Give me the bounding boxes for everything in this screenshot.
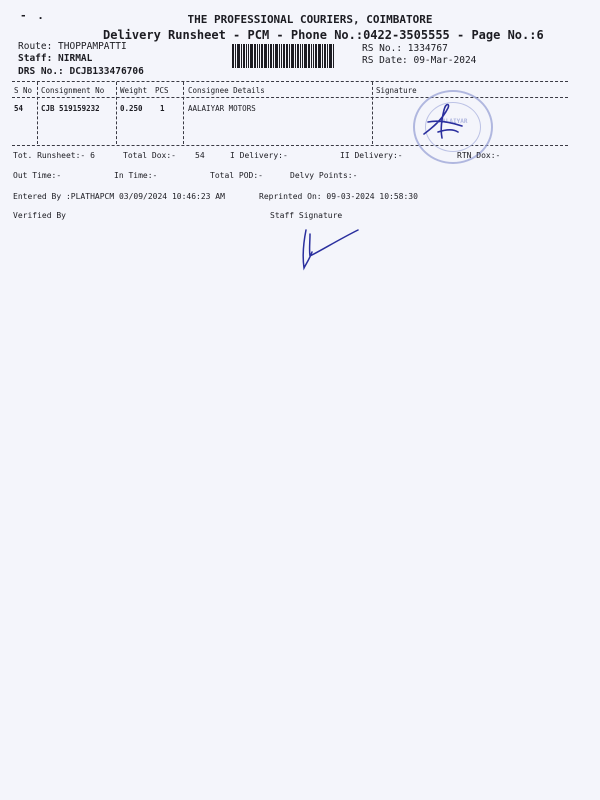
cell-consignee: AALAIYAR MOTORS bbox=[188, 104, 256, 113]
col-header-signature: Signature bbox=[376, 86, 417, 95]
entered-by: Entered By :PLATHAPCM 03/09/2024 10:46:23 AM bbox=[13, 192, 225, 201]
staff-field: Staff: NIRMAL bbox=[18, 53, 93, 64]
col-header-consignee: Consignee Details bbox=[188, 86, 265, 95]
col-header-sno: S No bbox=[14, 86, 33, 95]
out-time: Out Time:- bbox=[13, 171, 62, 180]
total-dox-value: 54 bbox=[195, 151, 205, 160]
drs-number: DRS No.: DCJB133476706 bbox=[18, 66, 144, 77]
rs-number: RS No.: 1334767 bbox=[362, 43, 448, 54]
staff-signature-label: Staff Signature bbox=[270, 211, 343, 220]
ii-delivery: II Delivery:- bbox=[340, 151, 403, 160]
rtn-dox: RTN Dox:- bbox=[457, 151, 501, 160]
cell-pcs: 1 bbox=[160, 104, 165, 113]
table-top-rule bbox=[12, 81, 568, 82]
tot-runsheet: Tot. Runsheet:- 6 bbox=[13, 151, 95, 160]
route-field: Route: THOPPAMPATTI bbox=[18, 41, 127, 52]
verified-by: Verified By bbox=[13, 211, 66, 220]
delvy-points: Delvy Points:- bbox=[290, 171, 358, 180]
cell-sno: 54 bbox=[14, 104, 24, 113]
barcode bbox=[232, 44, 356, 68]
company-name: THE PROFESSIONAL COURIERS, COIMBATORE bbox=[187, 13, 433, 26]
col-divider bbox=[372, 82, 373, 144]
runsheet-title: Delivery Runsheet - PCM - Phone No.:0422-3505555 - Page No.:6 bbox=[103, 28, 544, 42]
cell-weight: 0.250 bbox=[120, 104, 143, 113]
corner-mark: - . bbox=[20, 9, 46, 22]
i-delivery: I Delivery:- bbox=[230, 151, 288, 160]
col-header-consignment: Consignment No bbox=[41, 86, 105, 95]
in-time: In Time:- bbox=[114, 171, 158, 180]
staff-signature bbox=[298, 226, 362, 272]
col-divider bbox=[183, 82, 184, 144]
reprinted-on: Reprinted On: 09-03-2024 10:58:30 bbox=[259, 192, 418, 201]
total-pod: Total POD:- bbox=[210, 171, 263, 180]
col-header-weight: Weight bbox=[120, 86, 148, 95]
col-divider bbox=[37, 82, 38, 144]
cell-consignment: CJB 519159232 bbox=[41, 104, 100, 113]
total-dox-label: Total Dox:- bbox=[123, 151, 176, 160]
col-header-pcs: PCS bbox=[155, 86, 169, 95]
consignee-signature bbox=[418, 98, 468, 144]
table-header-rule bbox=[12, 97, 568, 98]
stamp-text: AALAIYAR bbox=[438, 118, 468, 125]
rs-date: RS Date: 09-Mar-2024 bbox=[362, 55, 477, 66]
col-divider bbox=[116, 82, 117, 144]
